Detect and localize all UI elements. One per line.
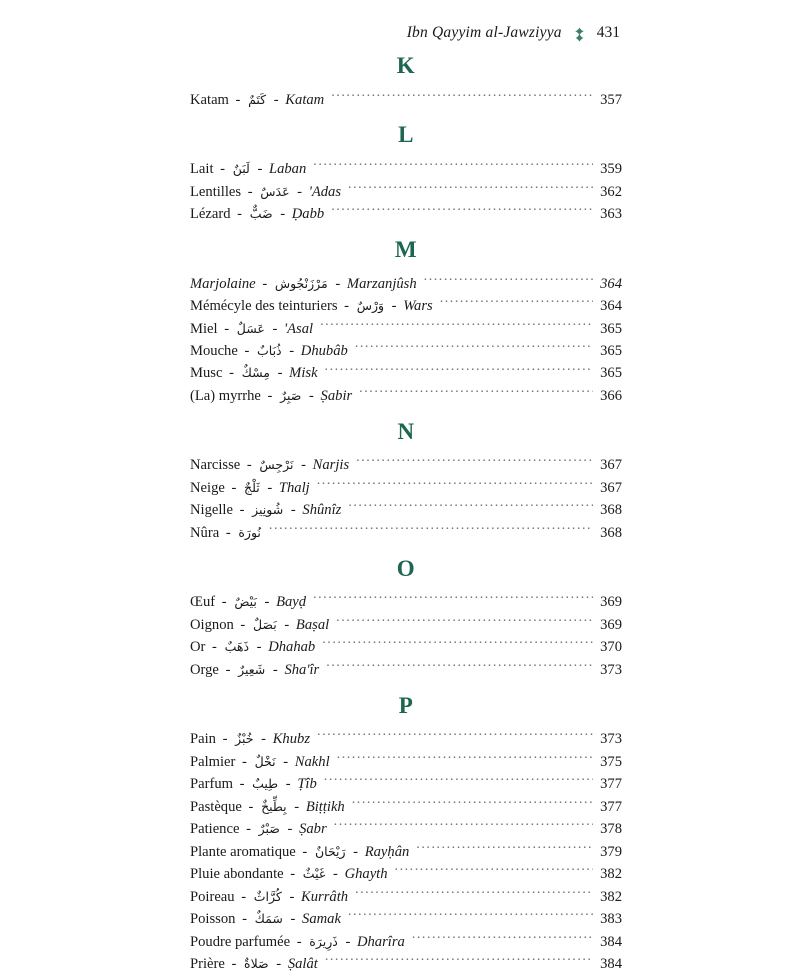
index-section-k <box>190 48 622 111</box>
index-entry[interactable] <box>190 158 622 180</box>
entry-page-number: 364 <box>600 275 622 292</box>
entry-french-term: Lentilles <box>190 183 242 200</box>
entry-separator: - <box>305 387 318 404</box>
entry-french-term: Patience <box>190 821 240 838</box>
index-entry[interactable] <box>190 886 622 908</box>
entry-transliteration: Biṭṭikh <box>305 798 345 815</box>
entry-arabic-term: وَرْسٌ <box>356 298 385 314</box>
entry-separator: - <box>236 616 249 633</box>
index-entry[interactable] <box>190 89 622 111</box>
entry-french-term: Lézard <box>190 206 231 223</box>
entry-transliteration: Thalj <box>278 479 310 496</box>
section-letter-heading: O <box>396 555 416 581</box>
entry-separator: - <box>225 365 238 382</box>
entry-page-number: 369 <box>600 594 622 611</box>
entry-page-number: 379 <box>600 843 622 860</box>
dot-leader <box>424 273 593 288</box>
dot-leader <box>326 659 593 674</box>
entry-arabic-term: ثَلْجٌ <box>244 479 260 495</box>
entry-separator: - <box>220 320 233 337</box>
entry-transliteration: Ḍabb <box>291 206 325 223</box>
entry-french-term: Nigelle <box>190 502 233 519</box>
dot-leader <box>412 931 593 946</box>
entry-arabic-term: بَصَلٌ <box>252 616 277 632</box>
dot-leader <box>440 295 593 310</box>
index-entry-text <box>190 274 422 296</box>
index-section-p <box>190 682 622 976</box>
entry-arabic-term: نُورَة <box>238 524 261 540</box>
entry-separator: - <box>270 91 283 108</box>
entry-transliteration: Dhubâb <box>300 342 348 359</box>
entry-page-number: 359 <box>600 161 622 178</box>
entry-separator: - <box>222 524 235 541</box>
index-entry-text <box>190 296 438 318</box>
dot-leader <box>355 886 593 901</box>
section-letter-heading: M <box>394 236 418 262</box>
entry-french-term: Pluie abondante <box>190 866 284 883</box>
entry-french-term: Mouche <box>190 342 238 359</box>
entry-transliteration: Baṣal <box>295 616 330 633</box>
index-entry-text <box>190 592 311 614</box>
entry-separator: - <box>341 933 354 950</box>
entry-page-number: 367 <box>600 479 622 496</box>
entry-separator: - <box>340 298 353 315</box>
entry-transliteration: Shûnîz <box>302 502 342 519</box>
entry-page-number: 365 <box>600 320 622 337</box>
entry-arabic-term: مَرْزَنْجُوش <box>274 275 328 291</box>
entry-separator: - <box>208 639 221 656</box>
entry-separator: - <box>274 365 287 382</box>
entry-separator: - <box>243 457 256 474</box>
entry-french-term: Prière <box>190 956 225 973</box>
entry-separator: - <box>238 911 251 928</box>
entry-french-term: Orge <box>190 661 219 678</box>
entry-separator: - <box>263 479 276 496</box>
index-entry-text <box>190 455 354 477</box>
entry-french-term: Katam <box>190 91 229 108</box>
index-entry-text <box>190 887 353 909</box>
dot-leader <box>324 774 593 789</box>
entry-transliteration: Ṣalât <box>287 956 318 973</box>
index-entry[interactable] <box>190 477 622 499</box>
entry-separator: - <box>293 933 306 950</box>
entry-french-term: Oignon <box>190 616 234 633</box>
entry-separator: - <box>218 731 232 748</box>
entry-arabic-term: ضَبٌّ <box>249 206 273 222</box>
dot-leader <box>325 954 593 969</box>
entry-separator: - <box>221 661 235 678</box>
entry-page-number: 383 <box>600 911 622 928</box>
entry-transliteration: Ṣabr <box>299 821 327 838</box>
entry-arabic-term: شُونِيز <box>252 502 284 518</box>
entry-separator: - <box>257 731 270 748</box>
entry-arabic-term: كَتَمٌ <box>248 91 267 107</box>
entry-transliteration: Laban <box>268 161 307 178</box>
entry-transliteration: Khubz <box>272 731 311 748</box>
entry-separator: - <box>287 502 300 519</box>
entry-page-number: 382 <box>600 888 622 905</box>
dot-leader <box>395 864 593 879</box>
index-entry[interactable] <box>190 500 622 522</box>
entry-transliteration: Kurrâth <box>301 888 349 905</box>
entry-arabic-term: صَبْرٌ <box>258 821 280 837</box>
entry-arabic-term: سَمَكٌ <box>254 911 283 927</box>
entry-transliteration: Katam <box>285 91 325 108</box>
entry-separator: - <box>283 821 297 838</box>
entry-page-number: 377 <box>600 776 622 793</box>
entry-separator: - <box>227 956 241 973</box>
entry-page-number: 377 <box>600 798 622 815</box>
entry-transliteration: 'Adas <box>308 183 342 200</box>
entry-transliteration: Bayḍ <box>276 594 307 611</box>
entry-transliteration: Samak <box>302 911 341 928</box>
floral-ornament-icon <box>573 27 586 42</box>
entry-french-term: Narcisse <box>190 457 241 474</box>
entry-separator: - <box>268 320 281 337</box>
entry-arabic-term: بِطِّيخٌ <box>261 798 287 814</box>
index-section-l <box>190 111 622 225</box>
entry-transliteration: Rayḥân <box>364 843 410 860</box>
index-entry-text <box>190 478 315 500</box>
entry-separator: - <box>286 911 300 928</box>
dot-leader <box>269 522 593 537</box>
entry-separator: - <box>285 888 299 905</box>
index-entry-text <box>190 954 323 976</box>
index-entry[interactable] <box>190 637 622 659</box>
dot-leader <box>325 363 593 378</box>
index-entry-text <box>190 386 357 408</box>
entry-page-number: 363 <box>600 206 622 223</box>
section-letter-heading: P <box>398 692 414 718</box>
index-entry[interactable] <box>190 614 622 636</box>
index-section-n <box>190 408 622 545</box>
entry-arabic-term: كُرَّاثٌ <box>253 888 282 904</box>
index-entry[interactable] <box>190 363 622 385</box>
entry-arabic-term: شَعِيرٌ <box>238 661 266 677</box>
entry-page-number: 384 <box>600 933 622 950</box>
entry-arabic-term: رَيْحَانٌ <box>314 843 346 859</box>
index-entry[interactable] <box>190 203 622 225</box>
entry-french-term: Or <box>190 639 206 656</box>
entry-arabic-term: نَخْلٌ <box>254 753 276 769</box>
dot-leader <box>317 729 593 744</box>
index-entry-text <box>190 842 414 864</box>
index-entry[interactable] <box>190 774 622 796</box>
dot-leader <box>359 385 593 400</box>
index-entry-text <box>190 774 322 796</box>
entry-separator: - <box>231 91 245 108</box>
entry-separator: - <box>242 821 255 838</box>
index-entry[interactable] <box>190 729 622 751</box>
index-entry-text <box>190 660 324 682</box>
entry-separator: - <box>297 457 310 474</box>
index-entry[interactable] <box>190 819 622 841</box>
index-entry-text <box>190 864 393 886</box>
index-entry-text <box>190 819 332 841</box>
entry-separator: - <box>290 798 303 815</box>
entry-separator: - <box>293 183 306 200</box>
entry-arabic-term: لَبَنٌ <box>232 161 250 177</box>
index-entry[interactable] <box>190 181 622 203</box>
index-section-o <box>190 545 622 682</box>
index-entry-text <box>190 615 334 637</box>
index-entry[interactable] <box>190 522 622 544</box>
entry-separator: - <box>263 387 277 404</box>
index-entry[interactable] <box>190 864 622 886</box>
dot-leader <box>348 909 593 924</box>
entry-arabic-term: طِيبٌ <box>252 776 279 792</box>
entry-page-number: 378 <box>600 821 622 838</box>
dot-leader <box>337 751 593 766</box>
dot-leader <box>334 819 593 834</box>
entry-page-number: 368 <box>600 502 622 519</box>
entry-french-term: Lait <box>190 161 214 178</box>
entry-separator: - <box>276 206 289 223</box>
entry-page-number: 365 <box>600 365 622 382</box>
entry-page-number: 370 <box>600 639 622 656</box>
index-entry[interactable] <box>190 455 622 477</box>
entry-arabic-term: نَرْجِسٌ <box>259 457 294 473</box>
index-entry[interactable] <box>190 909 622 931</box>
entry-transliteration: Sha'îr <box>284 661 320 678</box>
entry-separator: - <box>388 298 401 315</box>
dot-leader <box>352 796 593 811</box>
index-entry-text <box>190 797 350 819</box>
index-entry[interactable] <box>190 318 622 340</box>
entry-separator: - <box>218 594 231 611</box>
entry-transliteration: Wars <box>403 298 433 315</box>
entry-separator: - <box>331 275 344 292</box>
entry-separator: - <box>227 479 241 496</box>
dot-leader <box>355 340 593 355</box>
index-entry-text <box>190 909 346 931</box>
entry-french-term: Pastèque <box>190 798 242 815</box>
entry-transliteration: Narjis <box>312 457 350 474</box>
index-entry-text <box>190 204 329 226</box>
entry-arabic-term: عَدَسٌ <box>260 183 290 199</box>
entry-arabic-term: عَسَلٌ <box>236 320 265 336</box>
entry-separator: - <box>238 753 251 770</box>
index-entry-text <box>190 637 320 659</box>
entry-french-term: Palmier <box>190 753 236 770</box>
entry-separator: - <box>285 342 298 359</box>
entry-french-term: Mémécyle des teinturiers <box>190 298 338 315</box>
index-entry-text <box>190 90 329 112</box>
entry-french-term: Poisson <box>190 911 236 928</box>
entry-separator: - <box>260 594 274 611</box>
entry-page-number: 373 <box>600 661 622 678</box>
entry-page-number: 382 <box>600 866 622 883</box>
entry-page-number: 384 <box>600 956 622 973</box>
entry-separator: - <box>258 275 271 292</box>
index-entry-text <box>190 319 318 341</box>
entry-arabic-term: مِسْكٌ <box>241 365 270 381</box>
entry-separator: - <box>279 753 292 770</box>
dot-leader <box>331 89 593 104</box>
running-header-title: Ibn Qayyim al-Jawziyya <box>406 24 562 41</box>
entry-separator: - <box>237 888 250 905</box>
index-entry[interactable] <box>190 931 622 953</box>
entry-transliteration: Marzanjûsh <box>346 275 417 292</box>
index-entry[interactable] <box>190 295 622 317</box>
index-entry-text <box>190 341 353 363</box>
entry-separator: - <box>253 639 266 656</box>
entry-page-number: 367 <box>600 457 622 474</box>
index-entry-text <box>190 523 267 545</box>
index-entry-text <box>190 932 410 954</box>
dot-leader <box>322 637 593 652</box>
entry-separator: - <box>253 161 266 178</box>
section-letter-heading: N <box>397 418 415 444</box>
entry-french-term: Plante aromatique <box>190 843 296 860</box>
entry-arabic-term: بَيْضٌ <box>234 594 257 610</box>
entry-page-number: 365 <box>600 342 622 359</box>
entry-french-term: Pain <box>190 731 216 748</box>
entry-transliteration: Ṭîb <box>297 776 317 793</box>
entry-arabic-term: ذَرِيرَة <box>309 933 338 949</box>
entry-french-term: Œuf <box>190 594 216 611</box>
index-entry-text <box>190 500 346 522</box>
entry-page-number: 368 <box>600 524 622 541</box>
entry-separator: - <box>233 206 246 223</box>
index-entry-text <box>190 363 323 385</box>
entry-transliteration: Dharîra <box>356 933 405 950</box>
dot-leader <box>416 841 593 856</box>
index-entry[interactable] <box>190 273 622 295</box>
running-header-page-number: 431 <box>596 24 620 41</box>
entry-separator: - <box>269 661 282 678</box>
section-letter-heading: K <box>396 53 416 78</box>
entry-separator: - <box>244 183 257 200</box>
entry-arabic-term: ذَهَبٌ <box>224 639 250 655</box>
entry-french-term: Marjolaine <box>190 275 256 292</box>
entry-french-term: Miel <box>190 320 218 337</box>
dot-leader <box>317 477 593 492</box>
entry-separator: - <box>244 798 258 815</box>
entry-french-term: Poireau <box>190 888 235 905</box>
dot-leader <box>313 592 593 607</box>
entry-french-term: (La) myrrhe <box>190 387 261 404</box>
entry-page-number: 373 <box>600 731 622 748</box>
index-entry[interactable] <box>190 385 622 407</box>
entry-arabic-term: خُبْزٌ <box>235 731 254 747</box>
index-entry[interactable] <box>190 954 622 976</box>
entry-separator: - <box>349 843 362 860</box>
dot-leader <box>356 455 593 470</box>
entry-separator: - <box>280 616 293 633</box>
entry-transliteration: 'Asal <box>284 320 314 337</box>
entry-arabic-term: ذُبَابٌ <box>257 342 282 358</box>
index-entry-text <box>190 729 315 751</box>
dot-leader <box>348 181 593 196</box>
entry-page-number: 357 <box>600 91 622 108</box>
index-entry-text <box>190 159 311 181</box>
index-entry[interactable] <box>190 841 622 863</box>
entry-arabic-term: صَبِرٌ <box>280 387 302 403</box>
entry-page-number: 375 <box>600 753 622 770</box>
index-entry-text <box>190 752 335 774</box>
index-entry[interactable] <box>190 340 622 362</box>
index-entry[interactable] <box>190 751 622 773</box>
running-header <box>190 22 620 44</box>
entry-french-term: Poudre parfumée <box>190 933 291 950</box>
entry-transliteration: Ghayth <box>344 866 388 883</box>
entry-transliteration: Misk <box>289 365 318 382</box>
index-entry-text <box>190 182 346 204</box>
entry-french-term: Neige <box>190 479 225 496</box>
dot-leader <box>331 203 593 218</box>
dot-leader <box>313 158 593 173</box>
entry-page-number: 369 <box>600 616 622 633</box>
entry-transliteration: Ṣabir <box>320 387 353 404</box>
entry-french-term: Nûra <box>190 524 220 541</box>
index-entry[interactable] <box>190 659 622 681</box>
entry-page-number: 362 <box>600 183 622 200</box>
dot-leader <box>348 500 593 515</box>
section-letter-heading: L <box>398 122 414 148</box>
entry-separator: - <box>329 866 342 883</box>
index-body <box>190 48 622 976</box>
entry-separator: - <box>272 956 285 973</box>
entry-separator: - <box>282 776 295 793</box>
entry-separator: - <box>235 502 249 519</box>
dot-leader <box>320 318 593 333</box>
entry-page-number: 364 <box>600 298 622 315</box>
entry-transliteration: Nakhl <box>294 753 330 770</box>
entry-separator: - <box>235 776 249 793</box>
entry-page-number: 366 <box>600 387 622 404</box>
entry-french-term: Parfum <box>190 776 233 793</box>
entry-arabic-term: غَيْثٌ <box>302 866 326 882</box>
dot-leader <box>336 614 593 629</box>
entry-separator: - <box>216 161 229 178</box>
entry-separator: - <box>298 843 311 860</box>
entry-french-term: Musc <box>190 365 223 382</box>
entry-separator: - <box>240 342 253 359</box>
index-section-m <box>190 226 622 408</box>
entry-transliteration: Dhahab <box>268 639 316 656</box>
entry-arabic-term: صَلاةٌ <box>244 956 269 972</box>
index-entry[interactable] <box>190 592 622 614</box>
entry-separator: - <box>286 866 299 883</box>
